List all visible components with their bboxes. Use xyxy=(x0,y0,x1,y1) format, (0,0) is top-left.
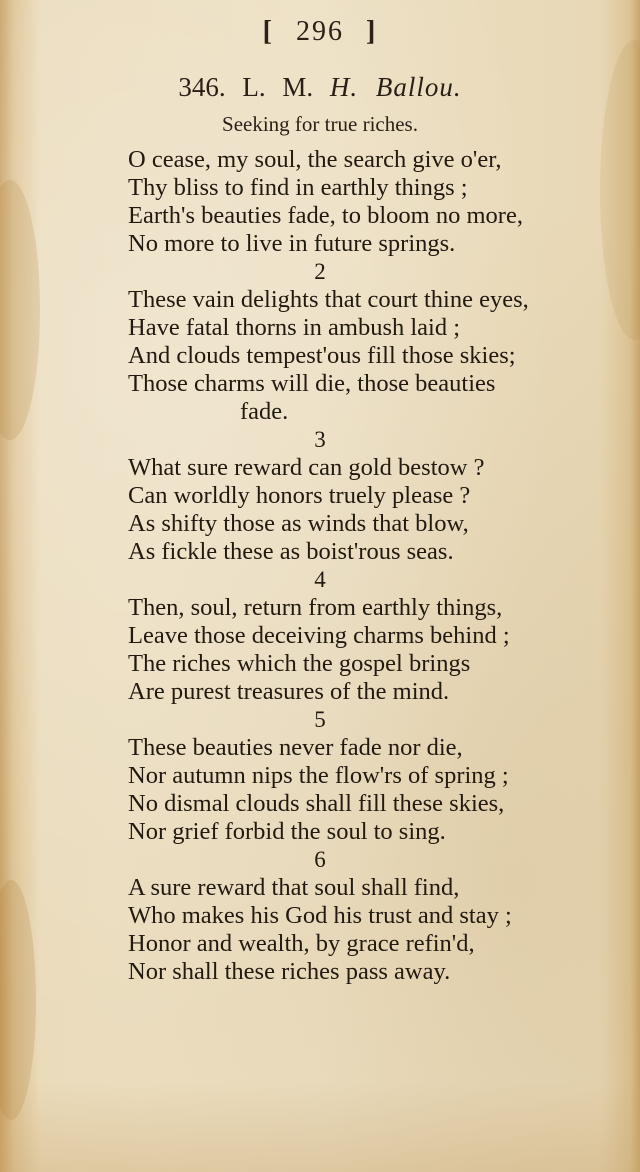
stanza-5 xyxy=(0,706,640,846)
verse-line: What sure reward can gold bestow ? xyxy=(128,454,485,481)
verse-line: The riches which the gospel brings xyxy=(128,650,471,677)
stanza-1 xyxy=(0,146,640,258)
hymn-number: 346. xyxy=(178,72,226,102)
hymn-subtitle: Seeking for true riches. xyxy=(222,112,418,136)
verse-line: Thy bliss to find in earthly things ; xyxy=(128,174,468,201)
stanza-number: 4 xyxy=(314,567,326,592)
verse-line: Nor autumn nips the flow'rs of spring ; xyxy=(128,762,509,789)
hymn-verses xyxy=(0,146,640,986)
verse-line: These beauties never fade nor die, xyxy=(128,734,463,761)
verse-line: These vain delights that court thine eyes, xyxy=(128,286,529,313)
verse-line-continuation: fade. xyxy=(240,398,289,425)
verse-line: Who makes his God his trust and stay ; xyxy=(128,902,512,929)
verse-line: Are purest treasures of the mind. xyxy=(128,678,450,705)
verse-line: Nor shall these riches pass away. xyxy=(128,958,451,985)
verse-line: No more to live in future springs. xyxy=(128,230,456,257)
stanza-4 xyxy=(0,566,640,706)
hymn-author: H. Ballou. xyxy=(329,72,462,102)
stanza-2 xyxy=(0,258,640,426)
bracket-left: [ xyxy=(262,16,274,47)
verse-line: Then, soul, return from earthly things, xyxy=(128,594,503,621)
verse-line: Can worldly honors truely please ? xyxy=(128,482,471,509)
page-header xyxy=(0,16,640,48)
hymn-heading xyxy=(0,72,640,103)
verse-line: Have fatal thorns in ambush laid ; xyxy=(128,314,461,341)
hymn-meter: L. M. xyxy=(242,72,314,102)
verse-line: And clouds tempest'ous fill those skies; xyxy=(128,342,516,369)
verse-line: Nor grief forbid the soul to sing. xyxy=(128,818,446,845)
stanza-number: 3 xyxy=(314,427,326,452)
page-number: 296 xyxy=(296,16,344,47)
stanza-3 xyxy=(0,426,640,566)
verse-line: Earth's beauties fade, to bloom no more, xyxy=(128,202,523,229)
stanza-number: 5 xyxy=(314,707,326,732)
verse-line: Those charms will die, those beauties xyxy=(128,370,496,397)
verse-line: A sure reward that soul shall find, xyxy=(128,874,460,901)
verse-line: Honor and wealth, by grace refin'd, xyxy=(128,930,475,957)
verse-line: As fickle these as boist'rous seas. xyxy=(128,538,454,565)
bracket-right: ] xyxy=(366,16,378,47)
verse-line: As shifty those as winds that blow, xyxy=(128,510,469,537)
verse-line: Leave those deceiving charms behind ; xyxy=(128,622,510,649)
stanza-number: 2 xyxy=(314,259,326,284)
verse-line: No dismal clouds shall fill these skies, xyxy=(128,790,505,817)
stanza-number: 6 xyxy=(314,847,326,872)
stanza-6 xyxy=(0,846,640,986)
verse-line: O cease, my soul, the search give o'er, xyxy=(128,146,502,173)
